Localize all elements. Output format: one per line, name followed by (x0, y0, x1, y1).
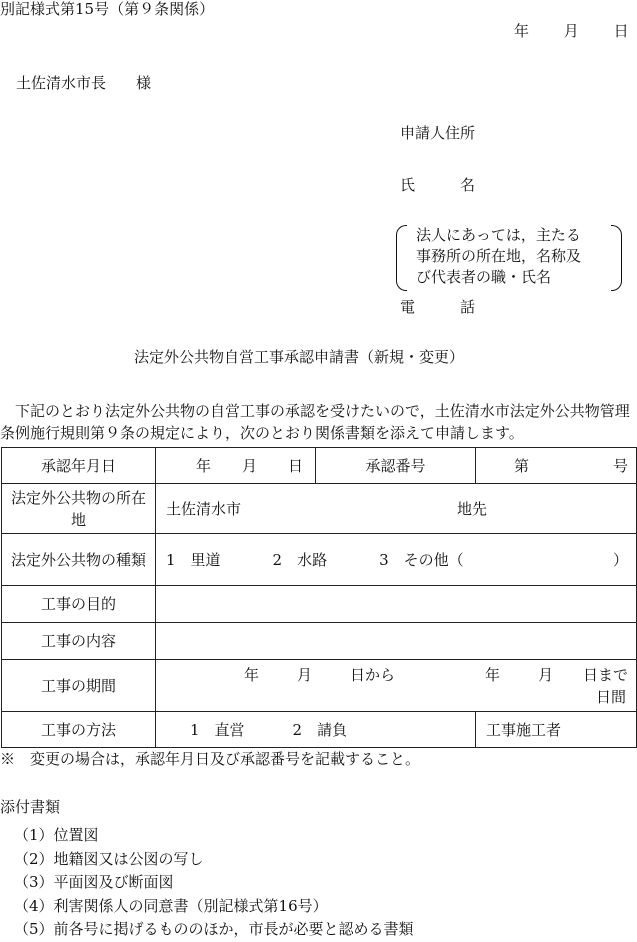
corporation-note-line: 事務所の所在地，名称及 (416, 247, 582, 265)
method-option-contract[interactable]: 2 請負 (292, 720, 348, 739)
application-table (1, 447, 637, 748)
attachment-item: （1）位置図 (14, 826, 99, 844)
location-city: 土佐清水市 (166, 499, 242, 518)
type-field[interactable] (156, 534, 637, 586)
left-bracket (396, 225, 407, 291)
purpose-label: 工事の目的 (2, 586, 156, 623)
type-option-road[interactable]: 1 里道 (166, 550, 221, 569)
row-purpose (2, 586, 637, 623)
contractor-field[interactable] (476, 712, 637, 748)
type-label: 法定外公共物の種類 (2, 534, 156, 586)
approval-date-day: 日 (287, 456, 303, 475)
method-label: 工事の方法 (2, 712, 156, 748)
attachment-item: （2）地籍図又は公図の写し (14, 849, 204, 868)
corporation-note-line: び代表者の職・氏名 (416, 268, 552, 286)
period-from-day: 日から (350, 665, 396, 684)
applicant-phone-label: 電 話 (400, 298, 476, 316)
approval-number-suffix: 号 (612, 456, 628, 475)
approval-date-year: 年 (196, 456, 212, 475)
row-location (2, 484, 637, 534)
addressee: 土佐清水市長 様 (16, 74, 152, 92)
period-field[interactable] (156, 660, 637, 712)
form-number: 別記様式第15号（第９条関係） (0, 0, 215, 18)
attachment-item: （4）利害関係人の同意書（別記様式第16号） (14, 896, 328, 915)
approval-number-field[interactable] (476, 448, 637, 484)
type-option-water[interactable]: 2 水路 (272, 550, 328, 569)
corporation-note-line: 法人にあっては，主たる (416, 226, 581, 244)
attachment-item: （3）平面図及び断面図 (14, 873, 174, 892)
method-option-direct[interactable]: 1 直営 (190, 720, 245, 739)
content-field[interactable] (156, 623, 637, 660)
type-option-other[interactable]: 3 その他（ (379, 550, 464, 569)
applicant-address-label: 申請人住所 (400, 124, 476, 142)
location-label: 法定外公共物の所在地 (2, 484, 156, 534)
attachments-list (14, 824, 414, 942)
approval-number-label: 承認番号 (316, 448, 476, 484)
row-content (2, 623, 637, 660)
row-period (2, 660, 637, 712)
attachments-title: 添付書類 (0, 798, 61, 816)
approval-date-field[interactable] (156, 448, 316, 484)
purpose-field[interactable] (156, 586, 637, 623)
period-to-day: 日まで (582, 665, 628, 684)
date-month: 月 (563, 22, 579, 40)
date-year: 年 (514, 22, 530, 40)
document-title: 法定外公共物自営工事承認申請書（新規・変更） (134, 348, 465, 366)
content-label: 工事の内容 (2, 623, 156, 660)
method-field[interactable] (156, 712, 476, 748)
period-to-month: 月 (538, 665, 554, 684)
period-to-year: 年 (485, 665, 501, 684)
intro-paragraph: 下記のとおり法定外公共物の自営工事の承認を受けたいので，土佐清水市法定外公共物管理条例施行規則第９条の規定により，次のとおり関係書類を添えて申請します。 (0, 402, 630, 442)
attachment-item: （5）前各号に掲げるもののほか，市長が必要と認める書類 (14, 920, 414, 939)
applicant-name-label: 氏 名 (400, 176, 476, 194)
row-type (2, 534, 637, 586)
period-days: 日間 (595, 687, 626, 706)
period-label: 工事の期間 (2, 660, 156, 712)
date-day: 日 (613, 22, 629, 40)
right-bracket (611, 225, 622, 291)
contractor-label: 工事施工者 (486, 720, 562, 739)
period-from-month: 月 (297, 665, 313, 684)
location-suffix: 地先 (457, 499, 488, 518)
row-method (2, 712, 637, 748)
location-field[interactable] (156, 484, 637, 534)
period-from-year: 年 (244, 665, 260, 684)
type-other-close: ） (612, 550, 628, 569)
corporation-note (396, 225, 622, 289)
approval-date-month: 月 (241, 456, 257, 475)
row-approval (2, 448, 637, 484)
date-line (514, 22, 629, 40)
footnote: ※ 変更の場合は，承認年月日及び承認番号を記載すること。 (0, 750, 421, 768)
approval-number-prefix: 第 (514, 456, 530, 475)
approval-date-label: 承認年月日 (2, 448, 156, 484)
